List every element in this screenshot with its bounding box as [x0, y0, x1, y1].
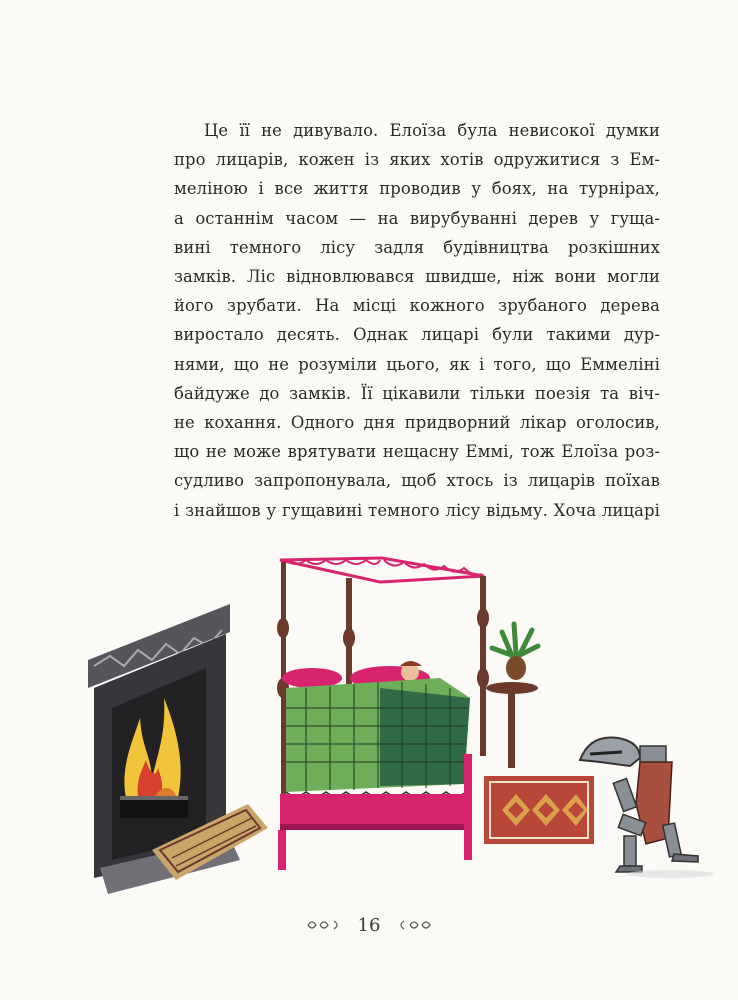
- text-line: його зрубати. На місці кожного зрубаного дерева: [174, 296, 660, 316]
- left-ornament-icon: [304, 917, 344, 933]
- text-line: Це її не дивувало. Елоїза була невисокої думки: [204, 121, 660, 140]
- text-line: що не може врятувати нещасну Еммі, тож Елоїза роз-: [174, 442, 660, 462]
- knight: [580, 737, 714, 878]
- text-line: нями, що не розуміли цього, як і того, що Еммеліні: [174, 354, 660, 374]
- text-line: байдуже до замків. Її цікавили тільки поезія та віч-: [174, 383, 660, 403]
- canopy-bed: [277, 558, 489, 870]
- text-line: виростало десять. Однак лицарі були такими дур-: [174, 325, 660, 345]
- side-table-plant: [486, 624, 538, 768]
- text-line: замків. Ліс відновлювався швидше, ніж вони могли: [174, 267, 660, 287]
- text-line: і знайшов у гущавині темного лісу відьму. Хоча лицарі: [174, 500, 660, 520]
- text-line: вині темного лісу задля будівництва розкішних: [174, 237, 660, 257]
- body-text: [174, 116, 660, 525]
- page-footer: [0, 914, 738, 936]
- text-line: меліною і все життя проводив у боях, на турнірах,: [174, 179, 660, 199]
- bedroom-illustration: [80, 548, 738, 908]
- text-line: не кохання. Одного дня придворний лікар оголосив,: [174, 413, 660, 433]
- right-ornament-icon: [394, 917, 434, 933]
- text-line: про лицарів, кожен із яких хотів одружитися з Ем-: [174, 150, 660, 170]
- text-line: а останнім часом — на вирубуванні дерев у гуща-: [174, 208, 660, 228]
- page-number: 16: [357, 914, 381, 936]
- text-line: судливо запропонувала, щоб хтось із лицарів поїхав: [174, 471, 660, 491]
- carpet: [484, 776, 594, 844]
